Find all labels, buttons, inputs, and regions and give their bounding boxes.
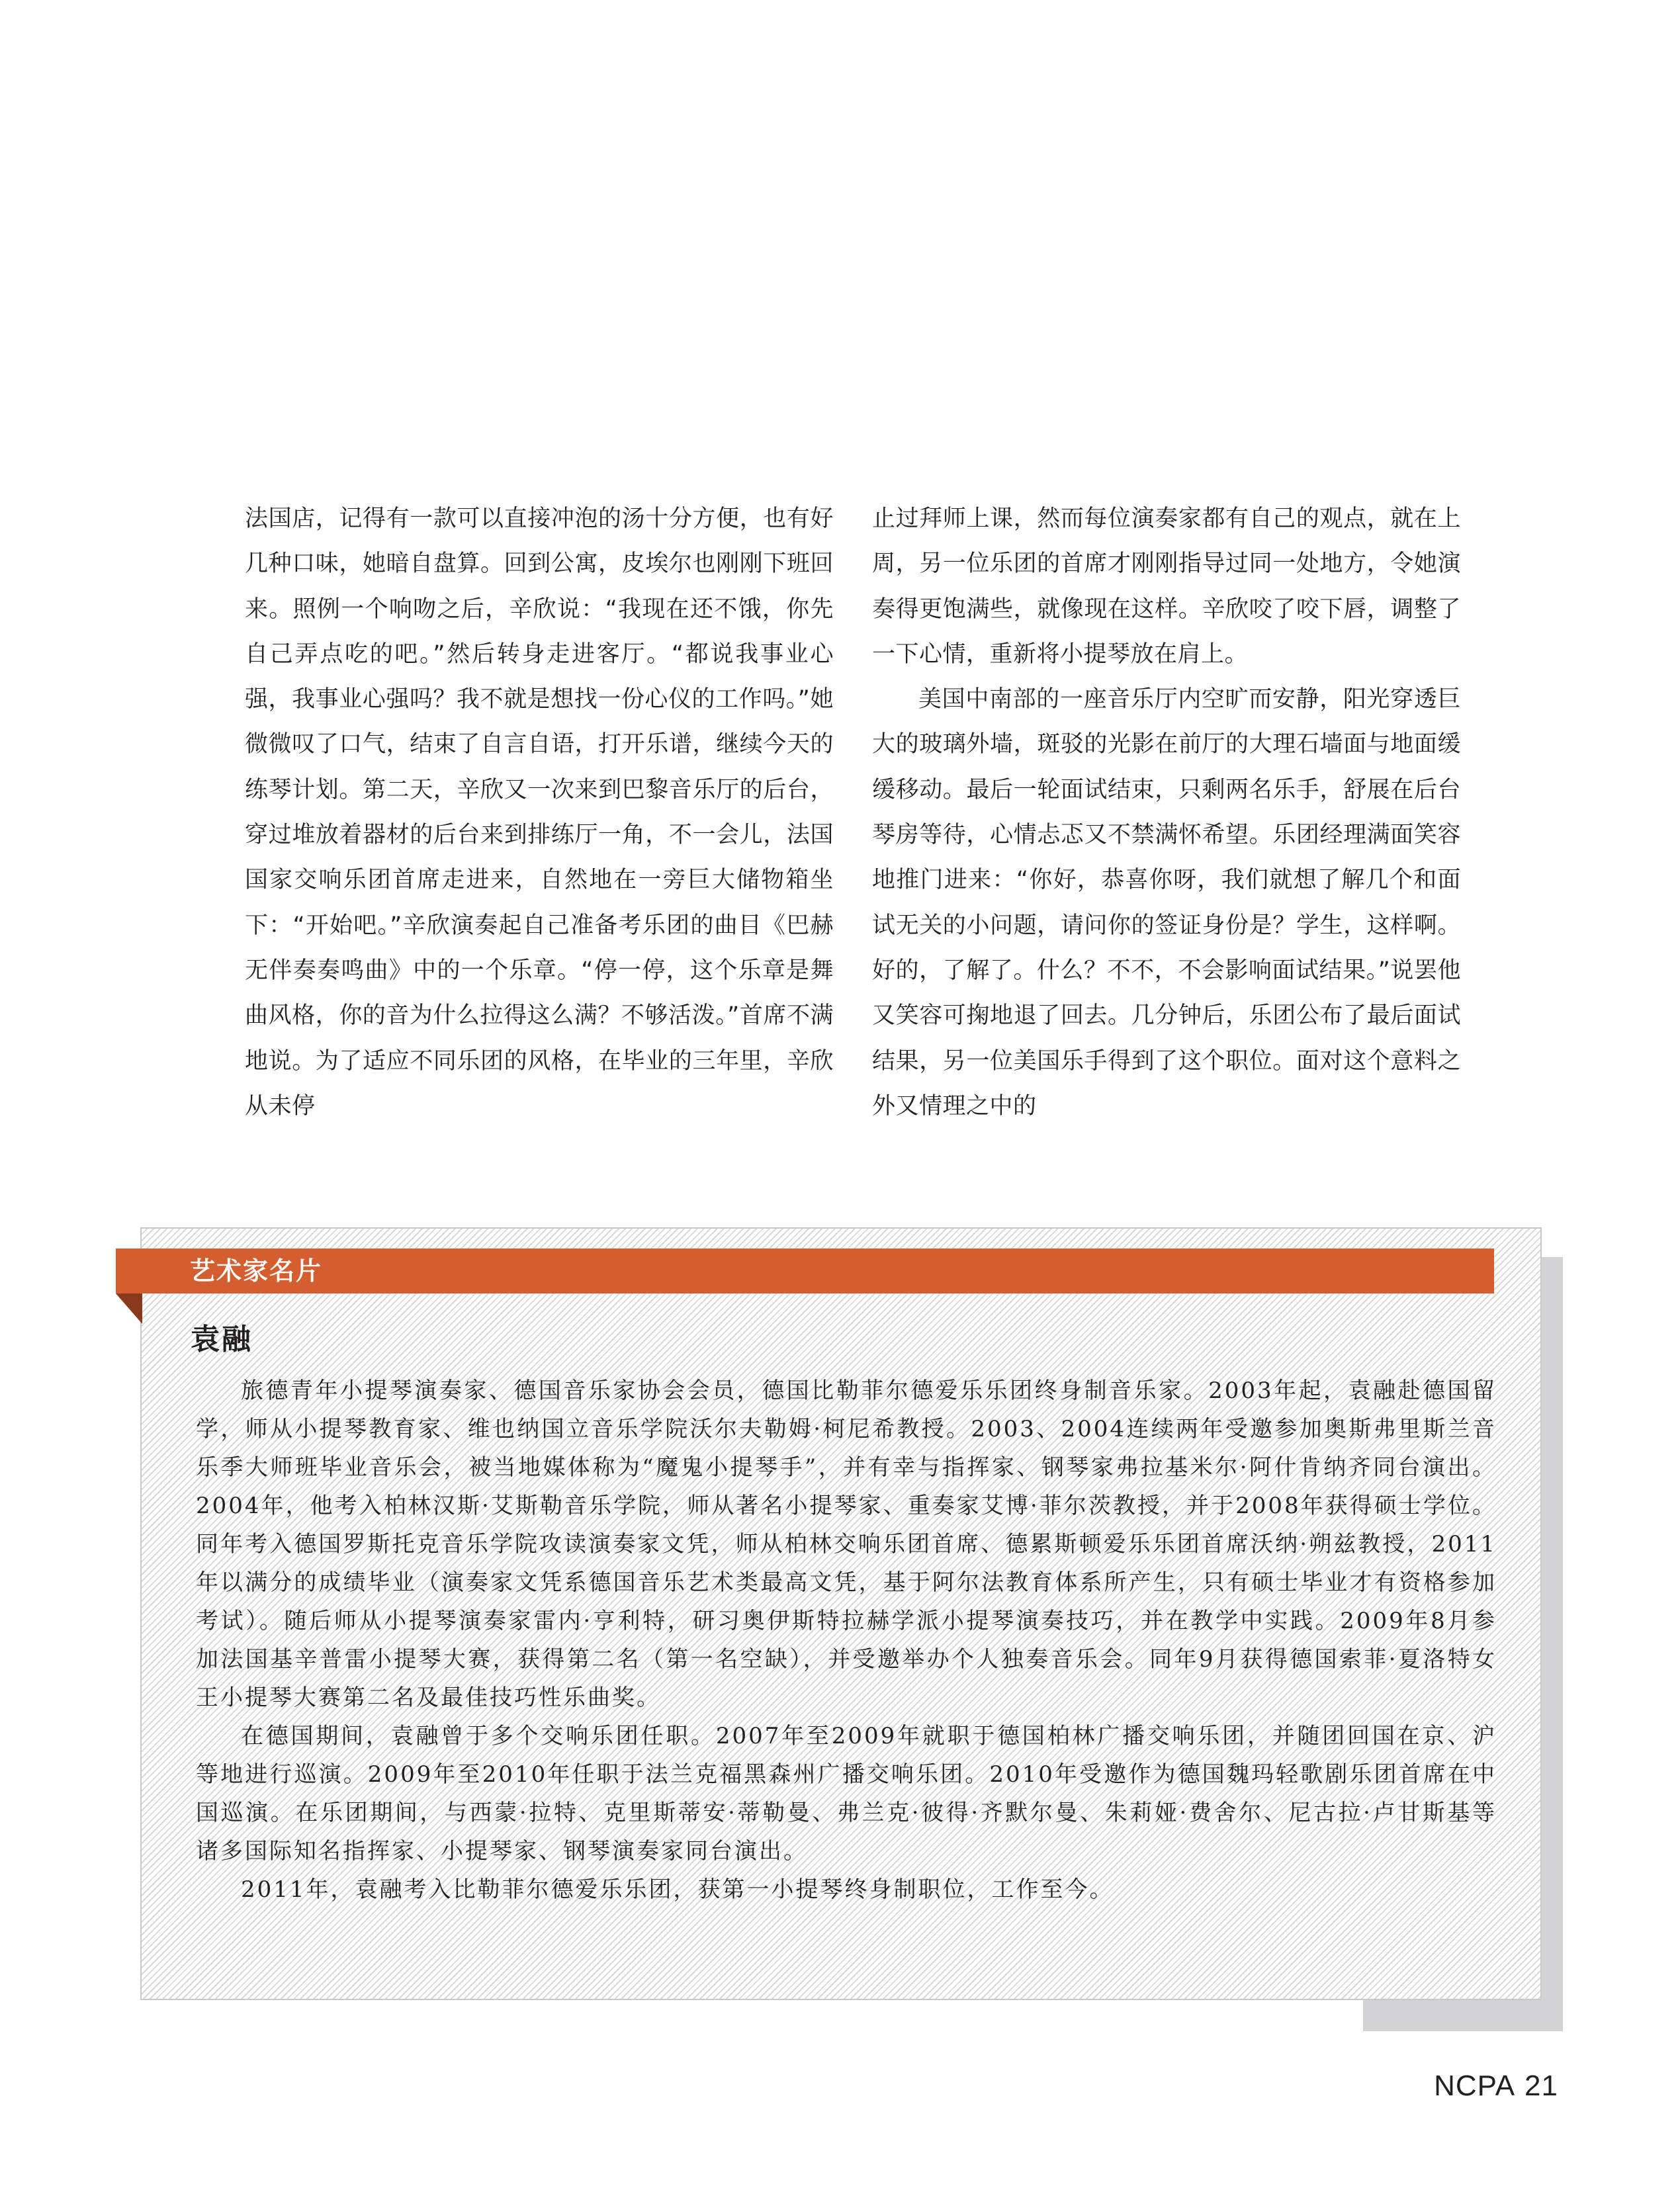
artist-name: 袁融 <box>191 1323 253 1356</box>
bio-paragraph: 2011年，袁融考入比勒菲尔德爱乐乐团，获第一小提琴终身制职位，工作至今。 <box>241 1876 1114 1903</box>
article-right-column <box>872 496 1461 1129</box>
page-footer <box>1425 2070 1558 2103</box>
bio-paragraph: 在德国期间，袁融曾于多个交响乐团任职。2007年至2009年就职于德国柏林广播交响乐团，并随团回国在京、沪等地进行巡演。2009年至2010年任职于法兰克福黑森州广播交响乐团。2010年受邀作为德国魏玛轻歌剧乐团首席在中国巡演。在乐团期间，与西蒙·拉特、克里斯蒂安·蒂勒曼、弗兰克·彼得·齐默尔曼、朱莉娅·费舍尔、尼古拉·卢甘斯基等诸多国际知名指挥家、小提琴家、钢琴演奏家同台演出。 <box>196 1723 1497 1864</box>
article-paragraph: 美国中南部的一座音乐厅内空旷而安静，阳光穿透巨大的玻璃外墙，斑驳的光影在前厅的大理石墙面与地面缓缓移动。最后一轮面试结束，只剩两名乐手，舒展在后台琴房等待，心情忐忑又不禁满怀希望。乐团经理满面笑容地推门进来：“你好，恭喜你呀，我们就想了解几个和面试无关的小问题，请问你的签证身份是？学生，这样啊。好的，了解了。什么？不不，不会影响面试结果。”说罢他又笑容可掬地退了回去。几分钟后，乐团公布了最后面试结果，另一位美国乐手得到了这个职位。面对这个意料之外又情理之中的 <box>872 686 1461 1119</box>
bio-paragraph: 旅德青年小提琴演奏家、德国音乐家协会会员，德国比勒菲尔德爱乐乐团终身制音乐家。2003年起，袁融赴德国留学，师从小提琴教育家、维也纳国立音乐学院沃尔夫勒姆·柯尼希教授。2003、2004连续两年受邀参加奥斯弗里斯兰音乐季大师班毕业音乐会，被当地媒体称为“魔鬼小提琴手”，并有幸与指挥家、钢琴家弗拉基米尔·阿什肯纳齐同台演出。2004年，他考入柏林汉斯·艾斯勒音乐学院，师从著名小提琴家、重奏家艾博·菲尔茨教授，并于2008年获得硕士学位。同年考入德国罗斯托克音乐学院攻读演奏家文凭，师从柏林交响乐团首席、德累斯顿爱乐乐团首席沃纳·朔兹教授，2011年以满分的成绩毕业（演奏家文凭系德国音乐艺术类最高文凭，基于阿尔法教育体系所产生，只有硕士毕业才有资格参加考试）。随后师从小提琴演奏家雷内·亨利特，研习奥伊斯特拉赫学派小提琴演奏技巧，并在教学中实践。2009年8月参加法国基辛普雷小提琴大赛，获得第二名（第一名空缺），并受邀举办个人独奏音乐会。同年9月获得德国索菲·夏洛特女王小提琴大赛第二名及最佳技巧性乐曲奖。 <box>196 1378 1497 1711</box>
artist-bio <box>196 1372 1497 1909</box>
article-left-column <box>245 496 834 1129</box>
banner-fold <box>116 1293 142 1324</box>
magazine-name: NCPA <box>1434 2070 1516 2102</box>
page-number: 21 <box>1525 2070 1558 2102</box>
article-paragraph: 止过拜师上课，然而每位演奏家都有自己的观点，就在上周，另一位乐团的首席才刚刚指导过同一处地方，令她演奏得更饱满些，就像现在这样。辛欣咬了咬下唇，调整了一下心情，重新将小提琴放在肩上。 <box>872 505 1461 668</box>
article-paragraph: 法国店，记得有一款可以直接冲泡的汤十分方便，也有好几种口味，她暗自盘算。回到公寓，皮埃尔也刚刚下班回来。照例一个响吻之后，辛欣说：“我现在还不饿，你先自己弄点吃的吧。”然后转身走进客厅。“都说我事业心强，我事业心强吗？我不就是想找一份心仪的工作吗。”她微微叹了口气，结束了自言自语，打开乐谱，继续今天的练琴计划。第二天，辛欣又一次来到巴黎音乐厅的后台，穿过堆放着器材的后台来到排练厅一角，不一会儿，法国国家交响乐团首席走进来，自然地在一旁巨大储物箱坐下：“开始吧。”辛欣演奏起自己准备考乐团的曲目《巴赫无伴奏奏鸣曲》中的一个乐章。“停一停，这个乐章是舞曲风格，你的音为什么拉得这么满？不够活泼。”首席不满地说。为了适应不同乐团的风格，在毕业的三年里，辛欣从未停 <box>245 505 834 1119</box>
artist-card-label: 艺术家名片 <box>190 1256 323 1286</box>
artist-card-banner <box>116 1248 1494 1293</box>
